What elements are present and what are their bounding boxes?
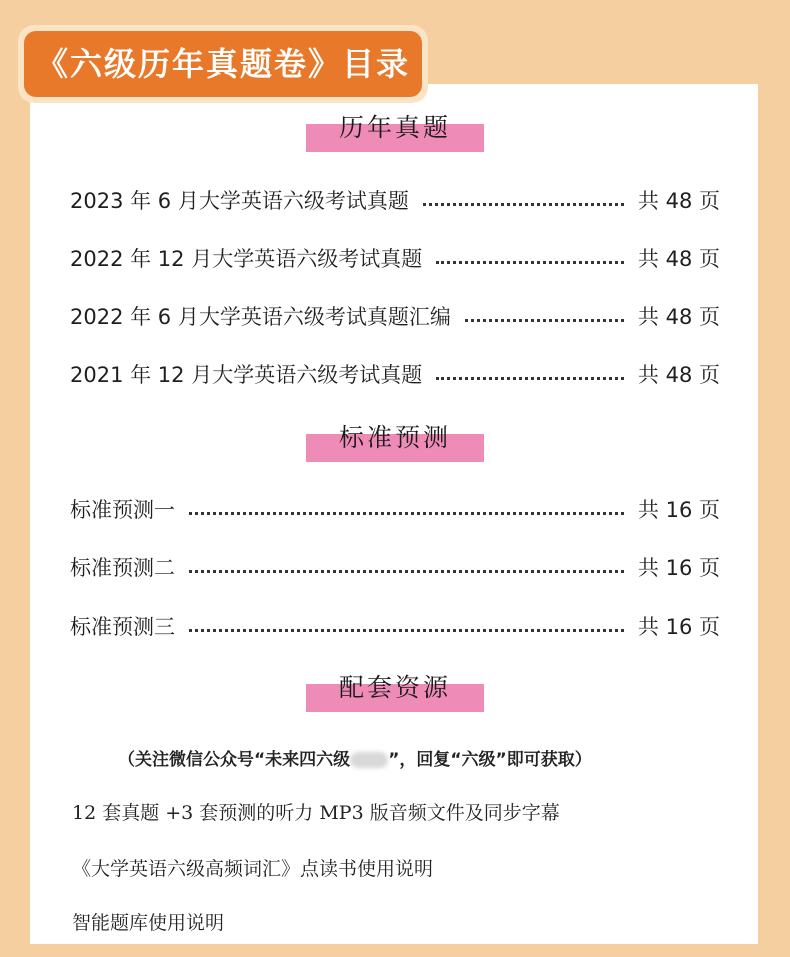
resource-item: 智能题库使用说明	[72, 912, 225, 934]
resource-access-note	[118, 742, 678, 778]
resource-item: 12 套真题 +3 套预测的听力 MP3 版音频文件及同步字幕	[72, 802, 560, 824]
dot-leader	[436, 377, 624, 380]
section-heading-text: 标准预测	[338, 423, 451, 452]
toc-row-label: 2023 年 6 月大学英语六级考试真题	[70, 189, 409, 213]
section-heading-resources	[306, 668, 484, 712]
toc-row-label: 标准预测二	[70, 556, 175, 580]
note-prefix: （关注微信公众号“未来四六级	[118, 750, 351, 770]
dot-leader	[189, 570, 624, 573]
toc-row-pages: 共 48 页	[637, 305, 720, 329]
dot-leader	[465, 319, 624, 322]
dot-leader	[189, 629, 624, 632]
toc-row-pages: 共 16 页	[637, 498, 720, 522]
toc-row-label: 标准预测一	[70, 498, 175, 522]
resource-item: 《大学英语六级高频词汇》点读书使用说明	[72, 858, 434, 880]
toc-row-label: 标准预测三	[70, 615, 175, 639]
toc-row-pages: 共 48 页	[637, 247, 720, 271]
toc-row-label: 2022 年 12 月大学英语六级考试真题	[70, 247, 423, 271]
redacted-blur	[350, 752, 388, 768]
title-badge	[18, 25, 428, 103]
toc-row	[70, 240, 720, 276]
toc-row	[70, 298, 720, 334]
section-heading-mock-tests	[306, 418, 484, 462]
dot-leader	[189, 512, 624, 515]
toc-row	[70, 608, 720, 644]
section-heading-text: 配套资源	[338, 673, 451, 702]
toc-row	[70, 356, 720, 392]
toc-row	[70, 549, 720, 585]
toc-row-pages: 共 16 页	[637, 556, 720, 580]
section-heading-past-exams	[306, 108, 484, 152]
toc-row-pages: 共 48 页	[637, 363, 720, 387]
note-suffix: ”，回复“六级”即可获取）	[388, 750, 592, 770]
dot-leader	[436, 261, 624, 264]
toc-row-pages: 共 48 页	[637, 189, 720, 213]
page-title: 《六级历年真题卷》目录	[24, 31, 422, 97]
section-heading-text: 历年真题	[338, 113, 451, 142]
toc-row-label: 2022 年 6 月大学英语六级考试真题汇编	[70, 305, 451, 329]
toc-row	[70, 182, 720, 218]
toc-row-pages: 共 16 页	[637, 615, 720, 639]
dot-leader	[423, 203, 624, 206]
toc-row	[70, 491, 720, 527]
toc-row-label: 2021 年 12 月大学英语六级考试真题	[70, 363, 423, 387]
